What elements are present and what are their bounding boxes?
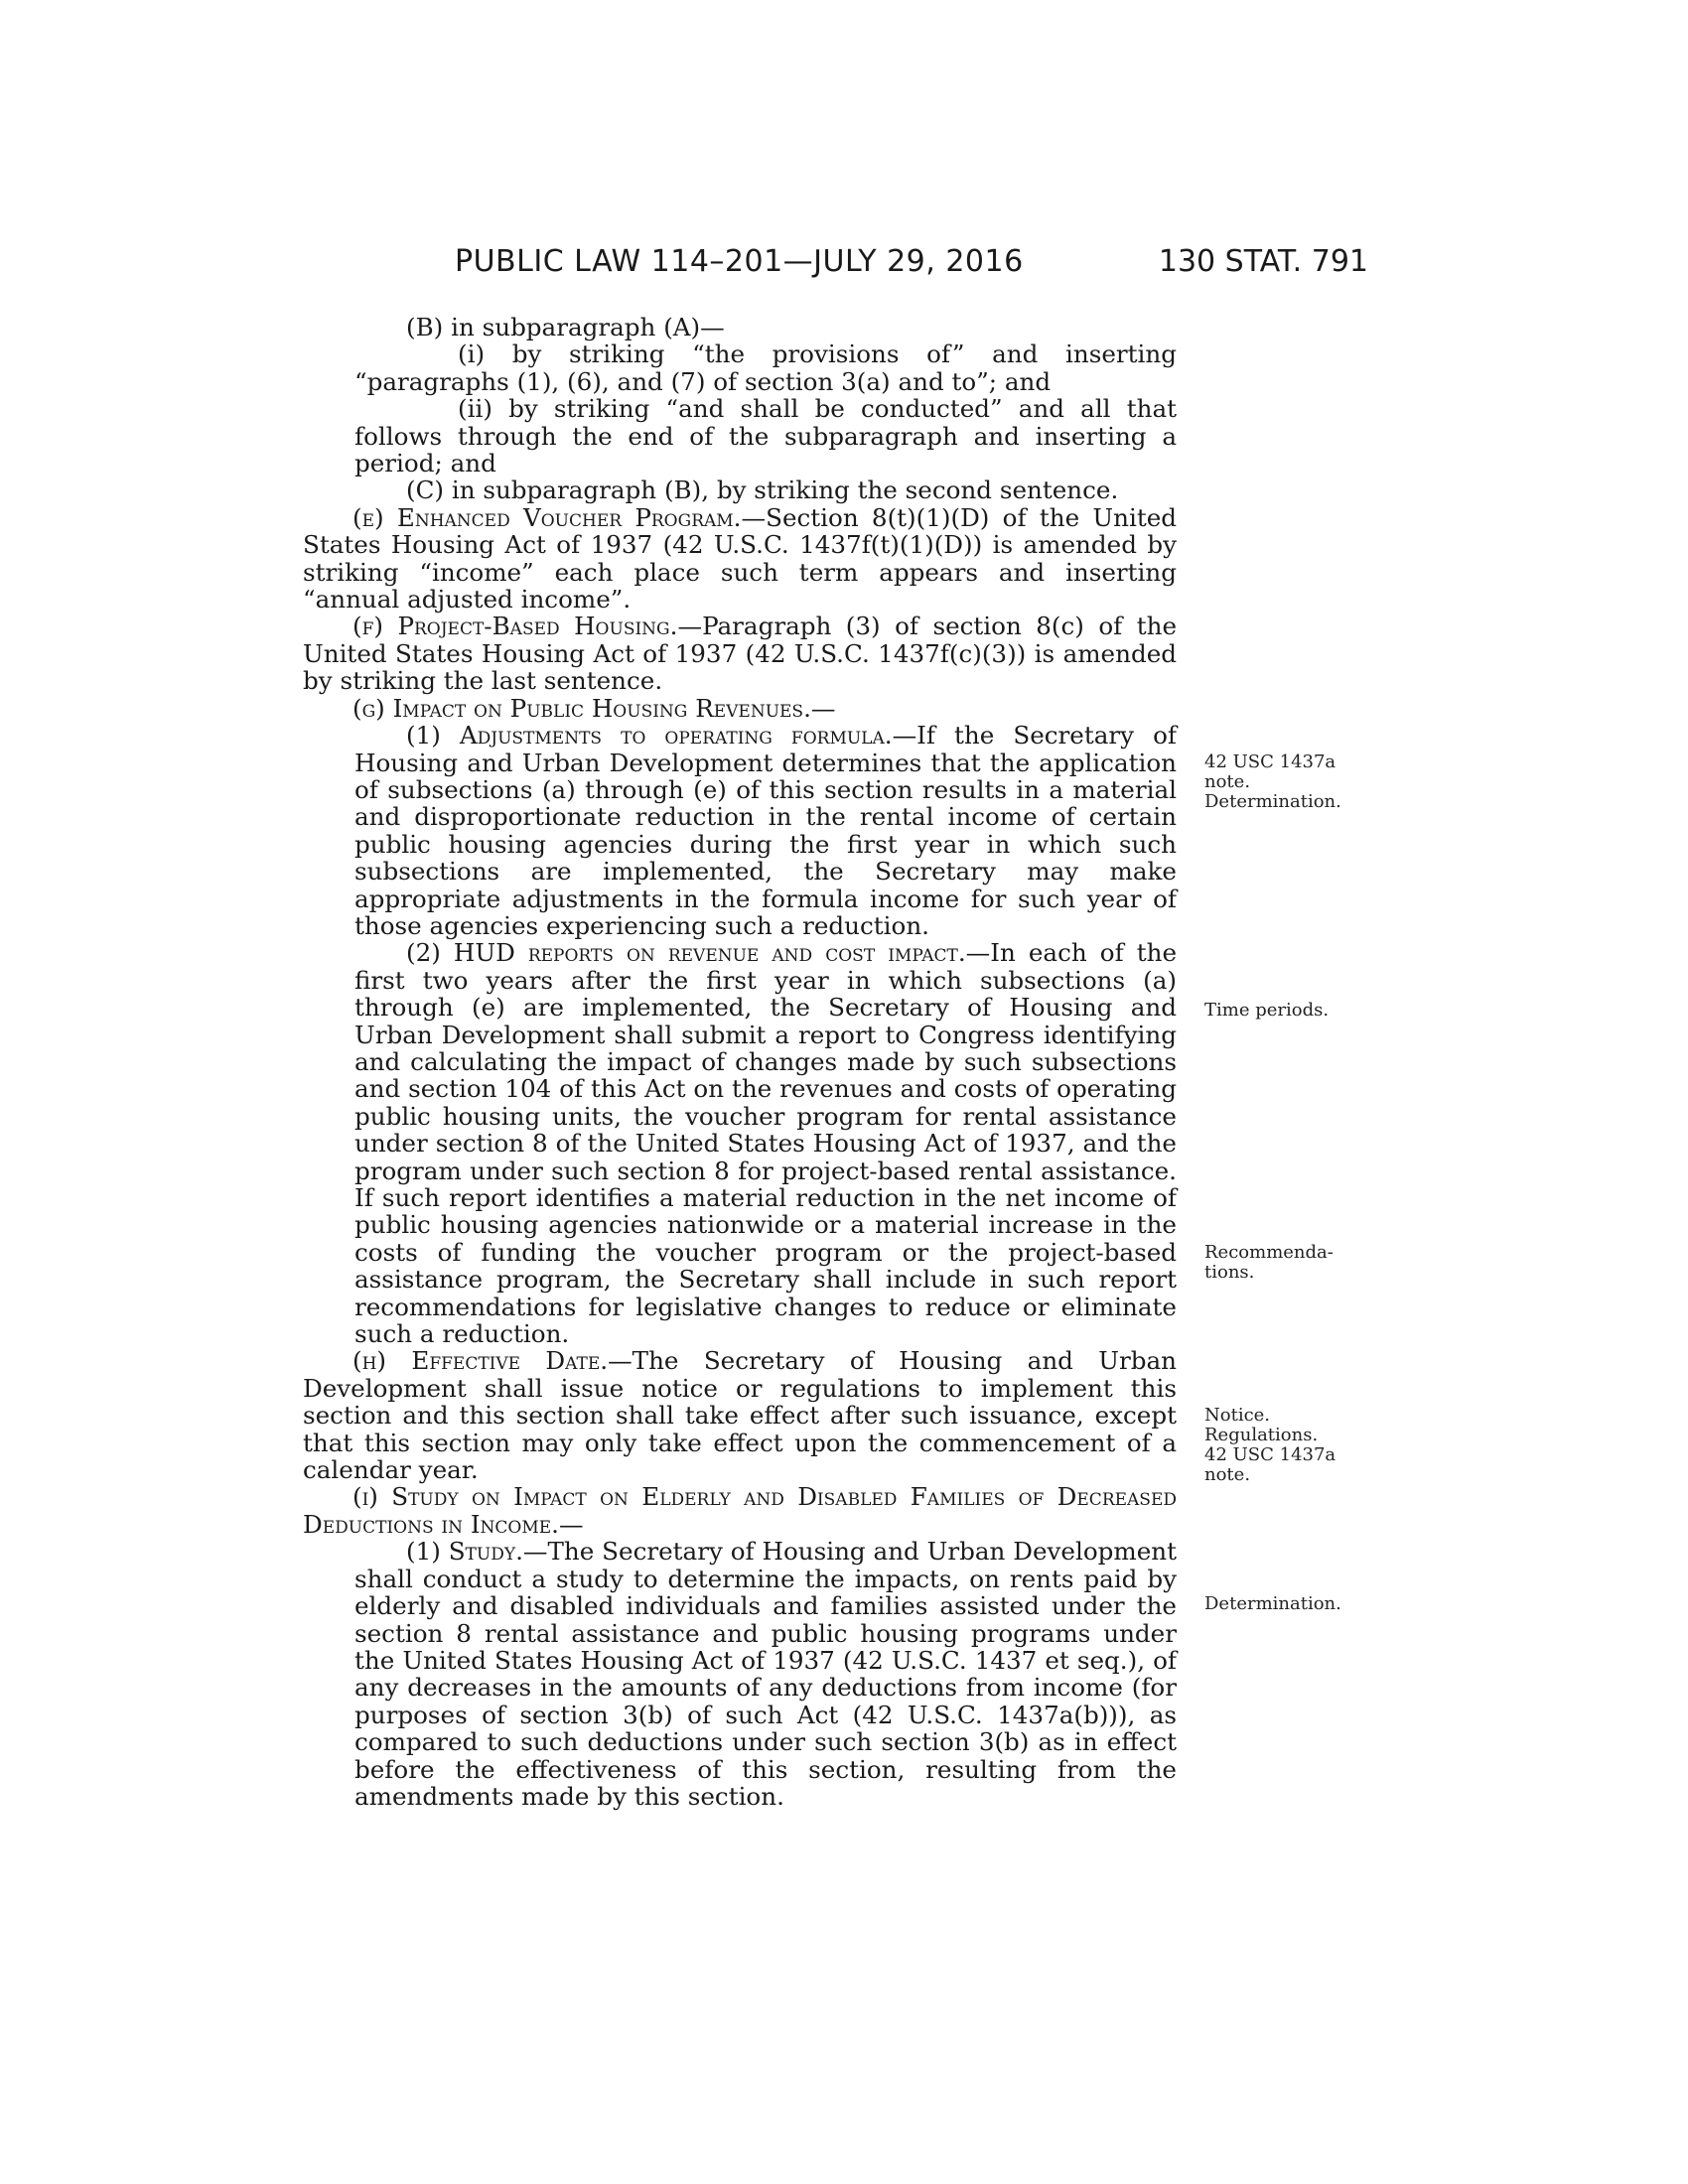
paragraph-i1 xyxy=(303,1538,1177,1810)
subsection-f xyxy=(303,613,1177,694)
margin-note-line: Regulations. xyxy=(1204,1425,1319,1445)
margin-note-time-periods xyxy=(1204,1001,1363,1021)
statute-page-number: 130 STAT. 791 xyxy=(1158,244,1368,279)
subsection-i xyxy=(303,1483,1177,1538)
margin-note-line: note. xyxy=(1204,771,1251,792)
subsection-e xyxy=(303,504,1177,614)
margin-note-line: 42 USC 1437a xyxy=(1204,1444,1336,1465)
paragraph-g1-text: —If the Secretary of Housing and Urban Development determines that the application of subsections (a) through (e) of this section results in a material and disproportionate reduction in the rental income of certain public housing agencies during the first year in which such subsections are implemented, the Secretary may make appropriate adjustments in the formula income for such year of those agencies experiencing such a reduction. xyxy=(354,721,1177,940)
clause-b-ii: (ii) by striking “and shall be conducted” and all that follows through the end of the subparagraph and inserting a period; and xyxy=(354,394,1177,478)
running-head-title: PUBLIC LAW 114–201—JULY 29, 2016 xyxy=(455,244,1024,279)
clause-b-i: (i) by striking “the provisions of” and inserting “paragraphs (1), (6), and (7) of section 3(a) and to”; and xyxy=(354,340,1177,396)
paragraph-g2-heading: (2) HUD reports on revenue and cost impact. xyxy=(406,938,966,968)
document-body xyxy=(303,314,1177,1810)
margin-note-line: Recommenda- xyxy=(1204,1242,1334,1263)
subsection-h-heading: (h) Effective Date. xyxy=(352,1346,609,1376)
subsection-f-text: —Paragraph (3) of section 8(c) of the United States Housing Act of 1937 (42 U.S.C. 1437f(c)(3)) is amended by striking the last sentence. xyxy=(303,612,1177,696)
subsection-e-heading: (e) Enhanced Voucher Program. xyxy=(352,502,742,532)
margin-note-i xyxy=(1204,1594,1363,1614)
margin-note-line: Determination. xyxy=(1204,791,1341,812)
paragraph-g2 xyxy=(303,939,1177,1347)
subsection-i-text: — xyxy=(559,1509,584,1539)
margin-note-line: 42 USC 1437a xyxy=(1204,751,1336,772)
margin-note-line: Notice. xyxy=(1204,1405,1271,1426)
paragraph-i1-text: —The Secretary of Housing and Urban Development shall conduct a study to determine the impacts, on rents paid by elderly and disabled individuals and families assisted under the section 8 rental assistance and public housing programs under the United States Housing Act of 1937 (42 U.S.C. 1437 et seq.), of any decreases in the amounts of any deductions from income (for purposes of section 3(b) of such Act (42 U.S.C. 1437a(b))), as compared to such deductions under such section 3(b) as in effect before the effectiveness of this section, resulting from the amendments made by this section. xyxy=(354,1537,1178,1811)
subsection-h-text: —The Secretary of Housing and Urban Development shall issue notice or regulations to implement this section and this section shall take effect after such issuance, except that this section may only take effect upon the commencement of a calendar year. xyxy=(303,1346,1178,1485)
page-header xyxy=(455,244,1368,288)
paragraph-g1 xyxy=(303,722,1177,939)
subsection-f-heading: (f) Project-Based Housing. xyxy=(352,612,678,641)
margin-note-h xyxy=(1204,1406,1363,1485)
subsection-g-heading: (g) Impact on Public Housing Revenues. xyxy=(352,693,811,723)
subsection-i-heading: (i) Study on Impact on Elderly and Disabled Families of Decreased Deductions in Income. xyxy=(303,1482,1177,1539)
paragraph-g2-text: —In each of the first two years after the first year in which subsections (a) through (e) are implemented, the Secretary of Housing and Urban Development shall submit a report to Congress identifying and calculating the impact of changes made by such subsections and section 104 of this Act on the revenues and costs of operating public housing units, the voucher program for rental assistance under section 8 of the United States Housing Act of 1937, and the program under such section 8 for project-based rental assistance. If such report identifies a material reduction in the net income of public housing agencies nationwide or a material increase in the costs of funding the voucher program or the project-based assistance program, the Secretary shall include in such report recommendations for legislative changes to reduce or eliminate such a reduction. xyxy=(354,938,1178,1349)
margin-note-line: tions. xyxy=(1204,1262,1255,1283)
paragraph-i1-heading: (1) Study. xyxy=(406,1537,523,1567)
subsection-g xyxy=(303,695,1177,722)
subsection-e-text: —Section 8(t)(1)(D) of the United States Housing Act of 1937 (42 U.S.C. 1437f(t)(1)(D)) is amended by striking “income” each place such term appears and inserting “annual adjusted income”. xyxy=(303,502,1178,614)
margin-note-g xyxy=(1204,752,1363,812)
paragraph-b: (B) in subparagraph (A)— xyxy=(406,313,725,341)
subsection-h xyxy=(303,1347,1177,1483)
margin-note-line: note. xyxy=(1204,1464,1251,1485)
margin-note-line: Determination. xyxy=(1204,1593,1341,1614)
subsection-g-text: — xyxy=(810,693,836,723)
margin-note-line: Time periods. xyxy=(1204,1000,1330,1021)
paragraph-c: (C) in subparagraph (B), by striking the second sentence. xyxy=(406,476,1119,505)
paragraph-g1-heading: (1) Adjustments to operating formula. xyxy=(406,721,893,751)
margin-note-recommendations xyxy=(1204,1243,1363,1283)
